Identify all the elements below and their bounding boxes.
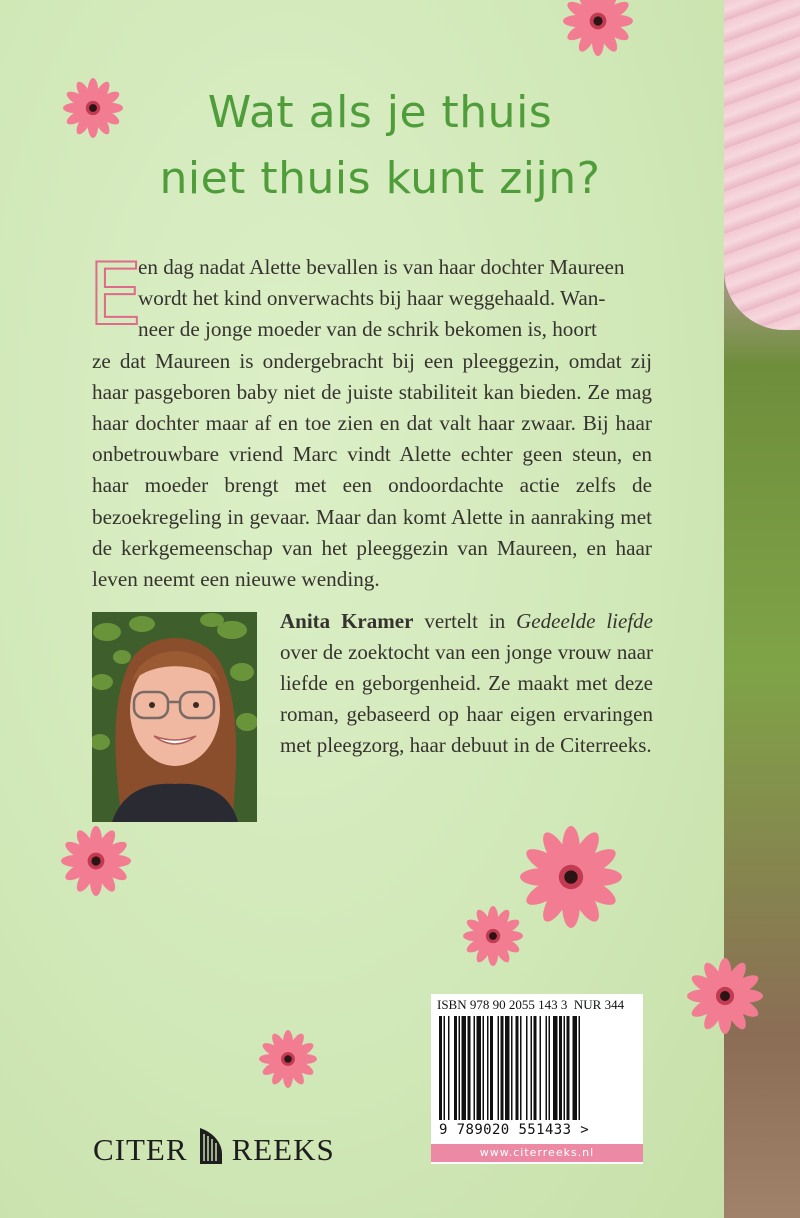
barcode-bar — [487, 1016, 489, 1120]
bio-text-b: over de zoektocht van een jonge vrouw naar liefde en geborgenheid. Ze maakt met deze roman, gebaseerd op haar eigen ervaringen met pleegzorg, haar debuut in de Citerreeks. — [280, 640, 653, 757]
barcode-bar — [439, 1016, 442, 1120]
logo-text-left: CITER — [93, 1132, 188, 1167]
barcode-bar — [498, 1016, 500, 1120]
headline-line-1: Wat als je thuis — [207, 87, 553, 138]
barcode-bar — [549, 1016, 551, 1120]
blurb-rest: ze dat Maureen is ondergebracht bij een pleeggezin, omdat zij haar pasgeboren baby niet de juiste stabiliteit kan bieden. Ze mag haar dochter maar af en toe zien en dat valt haar zwaar. Bij haar onbetrouwbare vriend Marc vindt Alette echter geen steun, en haar moeder brengt met een ondoordachte actie zelfs de bezoekregeling in gevaar. Maar dan komt Alette in aanraking met de kerkgemeenschap van het pleeggezin van Maureen, en haar leven neemt een nieuwe wending. — [92, 348, 652, 592]
blurb-paragraph — [92, 252, 652, 595]
flower-decoration — [48, 826, 144, 896]
barcode-bar — [483, 1016, 485, 1120]
barcode-bar — [490, 1016, 493, 1120]
harp-icon — [196, 1124, 226, 1176]
isbn-line — [437, 997, 637, 1013]
drop-cap: E — [88, 245, 143, 345]
website-url: www.citerreeks.nl — [431, 1144, 643, 1162]
nur-label: NUR 344 — [573, 997, 625, 1012]
barcode-bar — [573, 1016, 578, 1120]
flower-decoration — [462, 906, 524, 966]
flower-decoration — [685, 958, 765, 1034]
barcode-bar — [505, 1016, 510, 1120]
barcode-bars — [437, 1016, 637, 1120]
barcode-bar — [516, 1016, 519, 1120]
logo-text-right: REEKS — [231, 1132, 335, 1167]
barcode-bar — [501, 1016, 504, 1120]
barcode-bar — [567, 1016, 570, 1120]
barcode-bar — [531, 1016, 533, 1120]
front-cover-edge — [724, 0, 800, 1218]
bio-text-a: vertelt in — [413, 609, 517, 633]
barcode-digits: 9 789020 551433 > — [439, 1122, 590, 1138]
isbn-label: ISBN 978 90 2055 143 3 — [437, 997, 568, 1012]
barcode-bar — [546, 1016, 548, 1120]
flower-decoration — [552, 0, 644, 56]
publisher-logo — [93, 1122, 335, 1178]
author-photo — [92, 612, 257, 822]
blurb-line-1: en dag nadat Alette bevallen is van haar dochter Maureen — [138, 255, 625, 279]
barcode-bar — [454, 1016, 457, 1120]
barcode-bar — [559, 1016, 562, 1120]
barcode-bar — [448, 1016, 450, 1120]
barcode-bar — [526, 1016, 528, 1120]
author-bio — [280, 606, 653, 761]
barcode-box — [431, 994, 643, 1164]
barcode-bar — [468, 1016, 471, 1120]
barcode-bar — [540, 1016, 542, 1120]
blurb-line-2: wordt het kind onverwachts bij haar weggehaald. Wan- — [138, 286, 606, 311]
barcode-bar — [511, 1016, 513, 1120]
barcode-bar — [459, 1016, 461, 1120]
barcode-bar — [564, 1016, 566, 1120]
flower-decoration — [518, 826, 624, 928]
book-title: Gedeelde liefde — [516, 609, 653, 633]
author-name: Anita Kramer — [280, 609, 414, 633]
barcode-bar — [462, 1016, 467, 1120]
knitted-blanket-decoration — [724, 0, 800, 330]
barcode-bar — [477, 1016, 482, 1120]
barcode-bar — [444, 1016, 446, 1120]
headline-line-2: niet thuis kunt zijn? — [159, 153, 601, 204]
blurb-line-3: neer de jonge moeder van de schrik bekomen is, hoort — [138, 317, 597, 342]
barcode-bar — [534, 1016, 537, 1120]
flower-decoration — [258, 1030, 318, 1088]
barcode-bar — [579, 1016, 581, 1120]
barcode-bar — [553, 1016, 558, 1120]
headline — [100, 80, 660, 212]
barcode-bar — [520, 1016, 522, 1120]
barcode-bar — [474, 1016, 476, 1120]
